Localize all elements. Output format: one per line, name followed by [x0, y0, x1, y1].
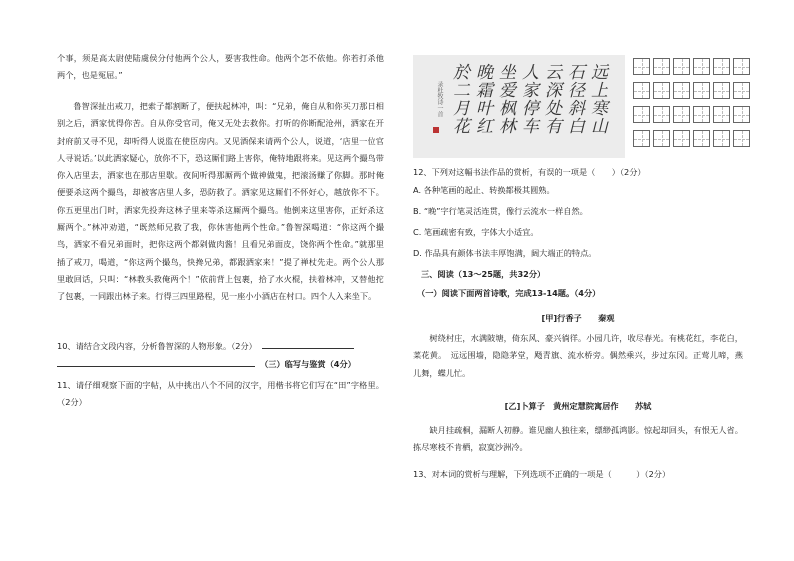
reading-section-heading: 三、阅读（13～25题，共32分）: [421, 269, 546, 279]
calligraphy-column: 坐爱枫林: [495, 63, 515, 135]
passage-paragraph-1: 个事，须是高太尉使陆虞侯分付他两个公人，要害我性命。他两个怎不依他。你若打杀他两个，也是冤屈。”: [57, 53, 384, 81]
grid-cell[interactable]: [733, 82, 750, 99]
question-10-text: 10、请结合文段内容，分析鲁智深的人物形象。（2分）: [57, 341, 257, 351]
grid-cell[interactable]: [633, 130, 650, 147]
calligraphy-column: 晚霜叶红: [472, 63, 492, 135]
question-12: 12、下列对这幅书法作品的赏析，有误的一项是（ ）（2分）: [413, 167, 646, 177]
grid-cell[interactable]: [693, 58, 710, 75]
calligraphy-signature: 录杜牧诗一首: [436, 81, 443, 117]
poem-2-text: 缺月挂疏桐，漏断人初静。谁见幽人独往来，缥缈孤鸿影。惊起却回头，有恨无人省。拣尽寒枝不肯栖，寂寞沙洲冷。: [413, 425, 743, 453]
calligraphy-column: 远上寒山: [587, 63, 607, 135]
answer-line[interactable]: [262, 338, 354, 349]
poem-1-title: [甲]行香子 秦观: [541, 313, 615, 323]
grid-cell[interactable]: [653, 82, 670, 99]
question-12-option-b: B. “晚”字行笔灵活连贯，像行云流水一样自然。: [413, 206, 588, 216]
grid-cell[interactable]: [653, 58, 670, 75]
red-seal-icon: [433, 127, 439, 133]
grid-cell[interactable]: [633, 82, 650, 99]
poem-2-title: [乙]卜算子 黄州定慧院寓居作 苏轼: [504, 401, 652, 411]
grid-cell[interactable]: [713, 82, 730, 99]
poem-1-text: 树绕村庄，水满陂塘，倚东风、豪兴徜徉。小园几许，收尽春光。有桃花红，李花白，菜花黄。 远远围墙，隐隐茅堂，飏青旗、流水桥旁。偶然乘兴，步过东冈。正莺儿啼，燕儿舞，蝶儿忙。: [413, 333, 743, 378]
question-12-option-c: C. 笔画疏密有致，字体大小适宜。: [413, 227, 539, 237]
grid-cell[interactable]: [633, 106, 650, 123]
grid-cell[interactable]: [653, 130, 670, 147]
grid-cell[interactable]: [673, 82, 690, 99]
answer-line[interactable]: [57, 356, 255, 367]
section-3-heading: （三）临写与鉴赏（4分）: [260, 359, 356, 369]
question-11: 11、请仔细观察下面的字帖，从中挑出八个不同的汉字，用楷书将它们写在“田”字格里。（2分）: [57, 380, 384, 408]
passage-paragraph-2: 鲁智深扯出戒刀，把索子都割断了，便扶起林冲，叫：“兄弟，俺自从和你买刀那日相别之后，洒家忧得你苦。自从你受官司，俺又无处去救你。打听的你断配沧州，洒家在开封府前又寻不见，却听得人说监在使臣房内。又见酒保来请两个公人，说道，‘店里一位官人寻说话。’以此洒家疑心，放你不下，恐这厮们路上害你，俺特地跟将来。见这两个撮鸟带你入店里去，洒家也在那店里歇。夜间听得那厮两个做神做鬼，把滚汤赚了你脚。那时俺便要杀这两个撮鸟，却被客店里人多，恐防救了。洒家见这厮们不怀好心，越放你不下。你五更里出门时，洒家先投奔这林子里来等杀这厮两个撮鸟。他倒来这里害你，正好杀这厮两个。”林冲劝道，“既然师兄救了我，你休害他两个性命。”鲁智深喝道：“你这两个撮鸟，洒家不看兄弟面时，把你这两个都剁做肉酱！且看兄弟面皮，饶你两个性命。”就那里插了戒刀，喝道，“你这两个撮鸟，快搀兄弟，都跟洒家来！”提了禅杖先走。两个公人那里敢回话，只叫：“林教头救俺两个！”依前背上包裹，拾了水火棍，扶着林冲，又替他拕了包裹，一同跟出林子来。行得三四里路程，见一座小小酒店在村口。四个人入来坐下。: [57, 101, 384, 302]
grid-cell[interactable]: [693, 82, 710, 99]
grid-cell[interactable]: [673, 130, 690, 147]
calligraphy-column: 人家停车: [518, 63, 538, 135]
answer-row: [57, 352, 384, 373]
question-13: 13、对本词的赏析与理解，下列选项不正确的一项是（ ）（2分）: [413, 469, 671, 479]
question-12-option-a: A. 各种笔画的起止、转换都极其圆熟。: [413, 185, 555, 195]
calligraphy-column: 石径斜白: [564, 63, 584, 135]
grid-cell[interactable]: [733, 130, 750, 147]
grid-cell[interactable]: [633, 58, 650, 75]
question-12-option-d: D. 作品具有颜体书法丰厚饱满，阔大端正的特点。: [413, 248, 597, 258]
grid-cell[interactable]: [673, 106, 690, 123]
reading-subsection-1: （一）阅读下面两首诗歌，完成13-14题。（4分）: [417, 288, 601, 298]
grid-cell[interactable]: [693, 130, 710, 147]
grid-cell[interactable]: [673, 58, 690, 75]
calligraphy-column: 云深处有: [541, 63, 561, 135]
calligraphy-artwork: [413, 55, 625, 158]
grid-cell[interactable]: [733, 58, 750, 75]
grid-cell[interactable]: [713, 58, 730, 75]
grid-cell[interactable]: [733, 106, 750, 123]
grid-cell[interactable]: [653, 106, 670, 123]
grid-cell[interactable]: [713, 130, 730, 147]
grid-cell[interactable]: [693, 106, 710, 123]
calligraphy-column: 於二月花: [449, 63, 469, 135]
grid-cell[interactable]: [713, 106, 730, 123]
